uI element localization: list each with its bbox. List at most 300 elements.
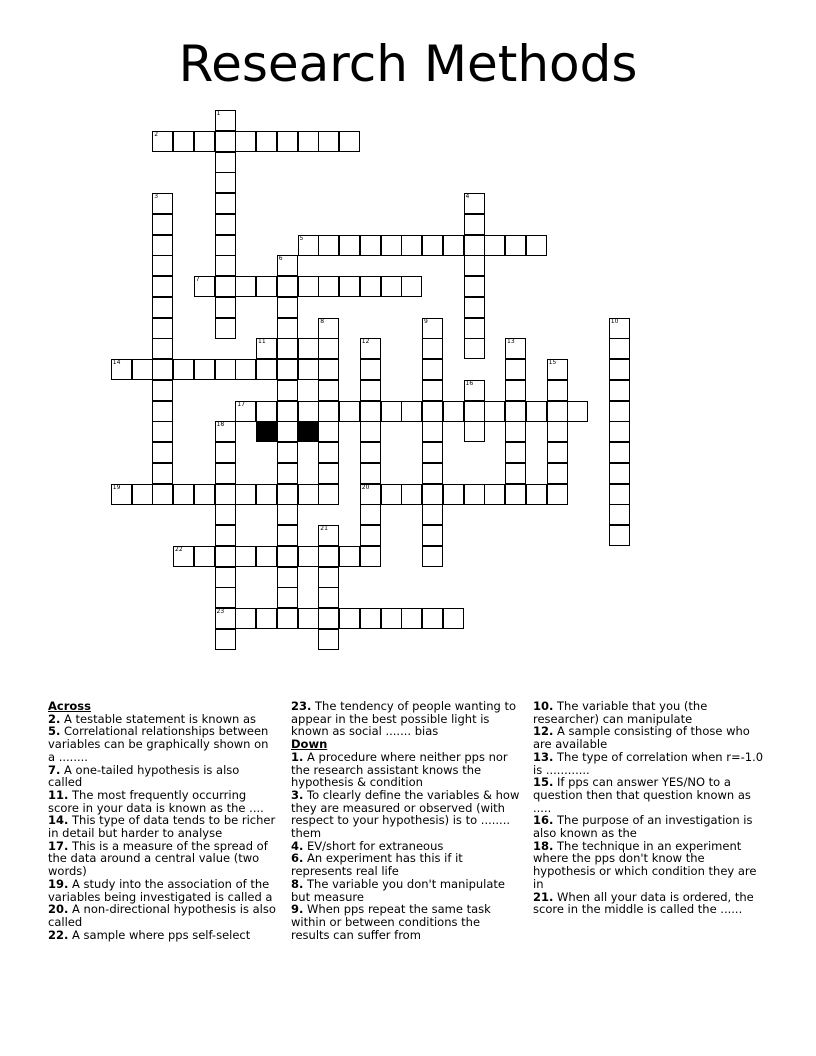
grid-cell[interactable] (277, 297, 298, 318)
grid-cell[interactable] (152, 318, 173, 339)
page-title: Research Methods (178, 35, 638, 93)
down-clue (291, 751, 521, 789)
grid-cell[interactable] (318, 421, 339, 442)
grid-cell[interactable] (318, 587, 339, 608)
grid-cell[interactable] (173, 359, 194, 380)
grid-cell[interactable] (505, 380, 526, 401)
grid-cell[interactable] (464, 380, 485, 401)
grid-cell[interactable] (609, 463, 630, 484)
grid-cell[interactable] (277, 567, 298, 588)
grid-cell[interactable] (318, 359, 339, 380)
grid-cell[interactable] (422, 504, 443, 525)
grid-cell[interactable] (152, 235, 173, 256)
clue-number: 16 (465, 379, 474, 387)
clue-number: 12 (361, 338, 370, 346)
across-clue (48, 789, 276, 814)
clue-number: 8 (320, 317, 325, 325)
grid-cell[interactable] (360, 484, 381, 505)
grid-cell[interactable] (464, 484, 485, 505)
clue-number-label: 14. (48, 813, 69, 828)
clue-number: 19 (112, 483, 121, 491)
grid-cell[interactable] (609, 401, 630, 422)
grid-cell[interactable] (215, 214, 236, 235)
grid-cell[interactable] (609, 484, 630, 505)
clue-number-label: 23. (291, 699, 312, 713)
grid-cell[interactable] (484, 484, 505, 505)
grid-cell[interactable] (318, 442, 339, 463)
grid-cell[interactable] (215, 567, 236, 588)
clue-text: The variable you don't manipulate but measure (291, 876, 506, 904)
grid-cell[interactable] (277, 546, 298, 567)
clue-number-label: 1. (291, 749, 304, 764)
clue-number: 5 (299, 234, 304, 242)
grid-cell[interactable] (256, 401, 277, 422)
grid-cell[interactable] (277, 442, 298, 463)
clue-text: The type of correlation when r=-1.0 is ............ (533, 749, 764, 777)
grid-cell[interactable] (256, 546, 277, 567)
grid-cell[interactable] (298, 338, 319, 359)
grid-cell[interactable] (505, 401, 526, 422)
grid-cell[interactable] (464, 193, 485, 214)
clues-column-2 (291, 700, 521, 941)
grid-cell[interactable] (173, 131, 194, 152)
grid-cell[interactable] (215, 629, 236, 650)
grid-cell[interactable] (505, 442, 526, 463)
grid-cell[interactable] (277, 255, 298, 276)
grid-cell[interactable] (256, 359, 277, 380)
grid-cell[interactable] (277, 484, 298, 505)
grid-cell[interactable] (194, 484, 215, 505)
grid-cell[interactable] (235, 484, 256, 505)
grid-cell[interactable] (401, 484, 422, 505)
grid-cell[interactable] (318, 338, 339, 359)
grid-cell[interactable] (505, 484, 526, 505)
grid-cell[interactable] (401, 608, 422, 629)
grid-cell[interactable] (298, 235, 319, 256)
clue-text: A sample where pps self-select (68, 927, 251, 942)
grid-cell[interactable] (422, 235, 443, 256)
grid-cell[interactable] (152, 297, 173, 318)
grid-cell[interactable] (360, 608, 381, 629)
grid-cell[interactable] (609, 318, 630, 339)
grid-cell[interactable] (256, 338, 277, 359)
grid-cell[interactable] (339, 235, 360, 256)
grid-cell[interactable] (298, 608, 319, 629)
grid-cell[interactable] (215, 359, 236, 380)
grid-cell[interactable] (111, 359, 132, 380)
grid-cell[interactable] (339, 401, 360, 422)
grid-cell[interactable] (194, 276, 215, 297)
grid-cell[interactable] (526, 484, 547, 505)
clue-number-label: 5. (48, 724, 61, 739)
grid-cell[interactable] (256, 131, 277, 152)
grid-cell[interactable] (422, 546, 443, 567)
down-clue (533, 840, 768, 891)
grid-cell[interactable] (318, 463, 339, 484)
grid-cell[interactable] (464, 338, 485, 359)
clue-number: 22 (175, 545, 183, 553)
clue-text: The most frequently occurring score in your data is known as the .... (48, 787, 264, 815)
down-clue (291, 789, 521, 840)
grid-cell[interactable] (609, 421, 630, 442)
grid-cell[interactable] (152, 276, 173, 297)
down-clue (291, 878, 521, 903)
clue-number: 15 (548, 359, 557, 366)
clue-text: The variable that you (the researcher) can manipulate (533, 699, 708, 726)
clue-text: A testable statement is known as (60, 711, 256, 726)
grid-cell[interactable] (215, 318, 236, 339)
grid-cell[interactable] (215, 608, 236, 629)
grid-cell[interactable] (215, 463, 236, 484)
grid-cell[interactable] (547, 442, 568, 463)
clue-text: The tendency of people wanting to appear in the best possible light is known as social ....... bias (291, 699, 517, 739)
grid-cell[interactable] (318, 380, 339, 401)
down-clue (533, 814, 768, 839)
clue-number-label: 15. (533, 775, 554, 790)
clue-number-label: 7. (48, 762, 61, 777)
grid-cell[interactable] (318, 608, 339, 629)
grid-cell[interactable] (360, 380, 381, 401)
grid-cell[interactable] (318, 484, 339, 505)
grid-cell[interactable] (422, 338, 443, 359)
clue-number: 13 (507, 338, 515, 346)
grid-cell[interactable] (194, 359, 215, 380)
clues-column-1 (48, 700, 276, 941)
clue-number-label: 11. (48, 787, 69, 802)
grid-cell[interactable] (443, 401, 464, 422)
grid-cell[interactable] (152, 131, 173, 152)
clue-text: A procedure where neither pps nor the research assistant knows the hypothesis & condition (291, 749, 508, 790)
clue-number-label: 4. (291, 838, 304, 853)
across-clue (291, 700, 521, 738)
clue-number: 2 (154, 130, 159, 138)
grid-cell[interactable] (547, 463, 568, 484)
grid-cell[interactable] (381, 484, 402, 505)
clue-text: A one-tailed hypothesis is also called (48, 762, 240, 790)
clue-text: A sample consisting of those who are available (533, 724, 750, 752)
grid-cell[interactable] (505, 338, 526, 359)
grid-cell[interactable] (215, 297, 236, 318)
grid-cell[interactable] (277, 318, 298, 339)
grid-cell[interactable] (152, 214, 173, 235)
grid-cell[interactable] (360, 276, 381, 297)
across-clue (48, 840, 276, 878)
grid-cell[interactable] (547, 359, 568, 380)
grid-cell[interactable] (215, 442, 236, 463)
clue-text: An experiment has this if it represents real life (291, 851, 463, 879)
grid-cell[interactable] (298, 484, 319, 505)
grid-cell[interactable] (318, 525, 339, 546)
grid-cell[interactable] (443, 235, 464, 256)
grid-cell[interactable] (360, 421, 381, 442)
grid-cell[interactable] (235, 608, 256, 629)
grid-cell[interactable] (464, 276, 485, 297)
clue-number: 18 (216, 421, 225, 429)
clue-number: 14 (112, 359, 121, 366)
grid-cell[interactable] (277, 463, 298, 484)
grid-cell[interactable] (547, 484, 568, 505)
grid-cell[interactable] (277, 587, 298, 608)
grid-cell[interactable] (318, 318, 339, 339)
down-clue-list-continued (533, 700, 768, 916)
clue-number-label: 18. (533, 838, 554, 853)
grid-cell[interactable] (318, 235, 339, 256)
grid-cell[interactable] (381, 235, 402, 256)
grid-cell[interactable] (422, 442, 443, 463)
clue-number-label: 19. (48, 876, 69, 891)
grid-cell[interactable] (422, 463, 443, 484)
grid-cell[interactable] (298, 359, 319, 380)
grid-cell[interactable] (215, 131, 236, 152)
grid-cell[interactable] (484, 401, 505, 422)
clue-number-label: 22. (48, 927, 69, 942)
grid-cell[interactable] (360, 235, 381, 256)
grid-cell[interactable] (215, 276, 236, 297)
grid-cell[interactable] (443, 608, 464, 629)
grid-cell[interactable] (464, 401, 485, 422)
grid-cell[interactable] (567, 401, 588, 422)
grid-cell[interactable] (298, 276, 319, 297)
grid-cell[interactable] (547, 401, 568, 422)
across-clue-list (48, 713, 276, 942)
grid-cell[interactable] (215, 587, 236, 608)
grid-cell[interactable] (194, 546, 215, 567)
clue-text: The purpose of an investigation is also known as the (533, 813, 753, 841)
grid-cell[interactable] (609, 442, 630, 463)
down-clue (291, 852, 521, 877)
grid-cell[interactable] (360, 401, 381, 422)
grid-cell[interactable] (505, 421, 526, 442)
clue-text: When all your data is ordered, the score in the middle is called the ...... (533, 889, 754, 917)
grid-cell[interactable] (318, 401, 339, 422)
across-clue (48, 903, 276, 928)
grid-cell[interactable] (235, 401, 256, 422)
down-clue (533, 776, 768, 814)
grid-cell[interactable] (318, 629, 339, 650)
clue-number: 11 (258, 338, 266, 346)
grid-cell[interactable] (609, 504, 630, 525)
grid-cell[interactable] (298, 546, 319, 567)
grid-cell[interactable] (609, 525, 630, 546)
grid-cell[interactable] (111, 484, 132, 505)
grid-cell[interactable] (422, 608, 443, 629)
grid-cell[interactable] (173, 484, 194, 505)
clue-number-label: 9. (291, 902, 304, 917)
clue-number-label: 21. (533, 889, 554, 904)
down-clue (533, 700, 768, 725)
grid-cell[interactable] (422, 318, 443, 339)
clue-number: 21 (320, 525, 328, 532)
grid-cell[interactable] (277, 608, 298, 629)
grid-cell[interactable] (152, 463, 173, 484)
grid-cell[interactable] (318, 546, 339, 567)
grid-cell[interactable] (215, 152, 236, 173)
grid-cell[interactable] (422, 359, 443, 380)
clue-number: 9 (424, 317, 428, 325)
grid-cell[interactable] (277, 131, 298, 152)
grid-cell[interactable] (215, 525, 236, 546)
grid-cell[interactable] (215, 255, 236, 276)
grid-cell[interactable] (152, 359, 173, 380)
grid-cell[interactable] (152, 193, 173, 214)
grid-cell[interactable] (256, 608, 277, 629)
grid-cell[interactable] (381, 608, 402, 629)
grid-cell[interactable] (422, 525, 443, 546)
grid-cell[interactable] (464, 235, 485, 256)
grid-cell[interactable] (235, 276, 256, 297)
grid-cell[interactable] (318, 131, 339, 152)
grid-cell[interactable] (318, 276, 339, 297)
grid-cell[interactable] (422, 421, 443, 442)
across-clue (48, 725, 276, 763)
clue-number-label: 8. (291, 876, 304, 891)
grid-cell[interactable] (360, 338, 381, 359)
across-clue (48, 764, 276, 789)
grid-cell[interactable] (235, 546, 256, 567)
clue-number: 6 (278, 255, 283, 263)
grid-cell[interactable] (339, 131, 360, 152)
grid-cell[interactable] (464, 297, 485, 318)
clue-number: 10 (610, 317, 619, 325)
grid-cell[interactable] (422, 401, 443, 422)
grid-cell[interactable] (360, 442, 381, 463)
grid-cell[interactable] (215, 504, 236, 525)
clue-text: This is a measure of the spread of the data around a central value (two words) (48, 838, 268, 879)
grid-cell[interactable] (464, 318, 485, 339)
grid-cell[interactable] (277, 338, 298, 359)
grid-cell[interactable] (443, 484, 464, 505)
grid-cell[interactable] (464, 421, 485, 442)
clue-number-label: 10. (533, 699, 554, 713)
grid-cell[interactable] (609, 338, 630, 359)
black-square (256, 421, 277, 442)
grid-cell[interactable] (277, 276, 298, 297)
grid-cell[interactable] (526, 401, 547, 422)
across-clue-list-continued (291, 700, 521, 738)
clues-column-3 (533, 700, 768, 916)
clue-number-label: 17. (48, 838, 69, 853)
clue-number-label: 20. (48, 902, 69, 917)
grid-cell[interactable] (422, 484, 443, 505)
grid-cell[interactable] (277, 525, 298, 546)
across-clue (48, 814, 276, 839)
grid-cell[interactable] (360, 359, 381, 380)
grid-cell[interactable] (152, 442, 173, 463)
clue-number: 7 (195, 276, 200, 283)
grid-cell[interactable] (277, 359, 298, 380)
grid-cell[interactable] (505, 235, 526, 256)
grid-cell[interactable] (132, 359, 153, 380)
grid-cell[interactable] (298, 401, 319, 422)
grid-cell[interactable] (215, 546, 236, 567)
grid-cell[interactable] (215, 110, 236, 131)
grid-cell[interactable] (152, 421, 173, 442)
grid-cell[interactable] (277, 380, 298, 401)
grid-cell[interactable] (505, 463, 526, 484)
grid-cell[interactable] (381, 401, 402, 422)
grid-cell[interactable] (547, 380, 568, 401)
grid-cell[interactable] (401, 235, 422, 256)
clue-number-label: 13. (533, 749, 554, 764)
grid-cell[interactable] (215, 484, 236, 505)
grid-cell[interactable] (609, 380, 630, 401)
grid-cell[interactable] (609, 359, 630, 380)
grid-cell[interactable] (547, 421, 568, 442)
grid-cell[interactable] (526, 235, 547, 256)
grid-cell[interactable] (277, 504, 298, 525)
clue-text: A study into the association of the variables being investigated is called a (48, 876, 273, 904)
grid-cell[interactable] (381, 276, 402, 297)
clue-text: A non-directional hypothesis is also called (48, 902, 276, 929)
down-clue (533, 725, 768, 750)
grid-cell[interactable] (277, 421, 298, 442)
across-heading: Across (48, 699, 91, 713)
grid-cell[interactable] (360, 546, 381, 567)
clue-number-label: 2. (48, 711, 61, 726)
grid-cell[interactable] (339, 546, 360, 567)
grid-cell[interactable] (152, 401, 173, 422)
grid-cell[interactable] (298, 131, 319, 152)
grid-cell[interactable] (401, 276, 422, 297)
clue-number-label: 12. (533, 724, 554, 739)
grid-cell[interactable] (152, 338, 173, 359)
grid-cell[interactable] (339, 276, 360, 297)
grid-cell[interactable] (152, 484, 173, 505)
down-clue-list (291, 751, 521, 942)
clue-number: 23 (216, 608, 225, 615)
grid-cell[interactable] (422, 380, 443, 401)
grid-cell[interactable] (360, 504, 381, 525)
grid-cell[interactable] (152, 380, 173, 401)
clue-text: This type of data tends to be richer in detail but harder to analyse (48, 813, 276, 841)
clue-text: The technique in an experiment where the pps don't know the hypothesis or which condition they are in (533, 838, 757, 891)
grid-cell[interactable] (401, 401, 422, 422)
clue-number-label: 6. (291, 851, 304, 866)
grid-cell[interactable] (464, 214, 485, 235)
grid-cell[interactable] (215, 235, 236, 256)
grid-cell[interactable] (132, 484, 153, 505)
grid-cell[interactable] (318, 567, 339, 588)
grid-cell[interactable] (360, 463, 381, 484)
grid-cell[interactable] (235, 359, 256, 380)
black-square (298, 421, 319, 442)
grid-cell[interactable] (256, 484, 277, 505)
grid-cell[interactable] (235, 131, 256, 152)
clue-number: 1 (216, 110, 221, 117)
grid-cell[interactable] (152, 255, 173, 276)
grid-cell[interactable] (464, 255, 485, 276)
grid-cell[interactable] (256, 276, 277, 297)
grid-cell[interactable] (505, 359, 526, 380)
clue-number-label: 16. (533, 813, 554, 828)
clues-section (48, 700, 788, 970)
clue-number: 3 (154, 193, 159, 200)
grid-cell[interactable] (215, 172, 236, 193)
grid-cell[interactable] (360, 525, 381, 546)
down-clue (291, 903, 521, 941)
grid-cell[interactable] (215, 193, 236, 214)
clue-text: Correlational relationships between variables can be graphically shown on a ........ (48, 724, 269, 764)
grid-cell[interactable] (277, 401, 298, 422)
grid-cell[interactable] (484, 235, 505, 256)
grid-cell[interactable] (339, 608, 360, 629)
clue-number: 4 (465, 193, 470, 200)
grid-cell[interactable] (215, 421, 236, 442)
clue-text: To clearly define the variables & how they are measured or observed (with respect to your hypothesis) is to ........ them (291, 787, 520, 841)
grid-cell[interactable] (173, 546, 194, 567)
down-heading: Down (291, 737, 328, 752)
grid-cell[interactable] (194, 131, 215, 152)
